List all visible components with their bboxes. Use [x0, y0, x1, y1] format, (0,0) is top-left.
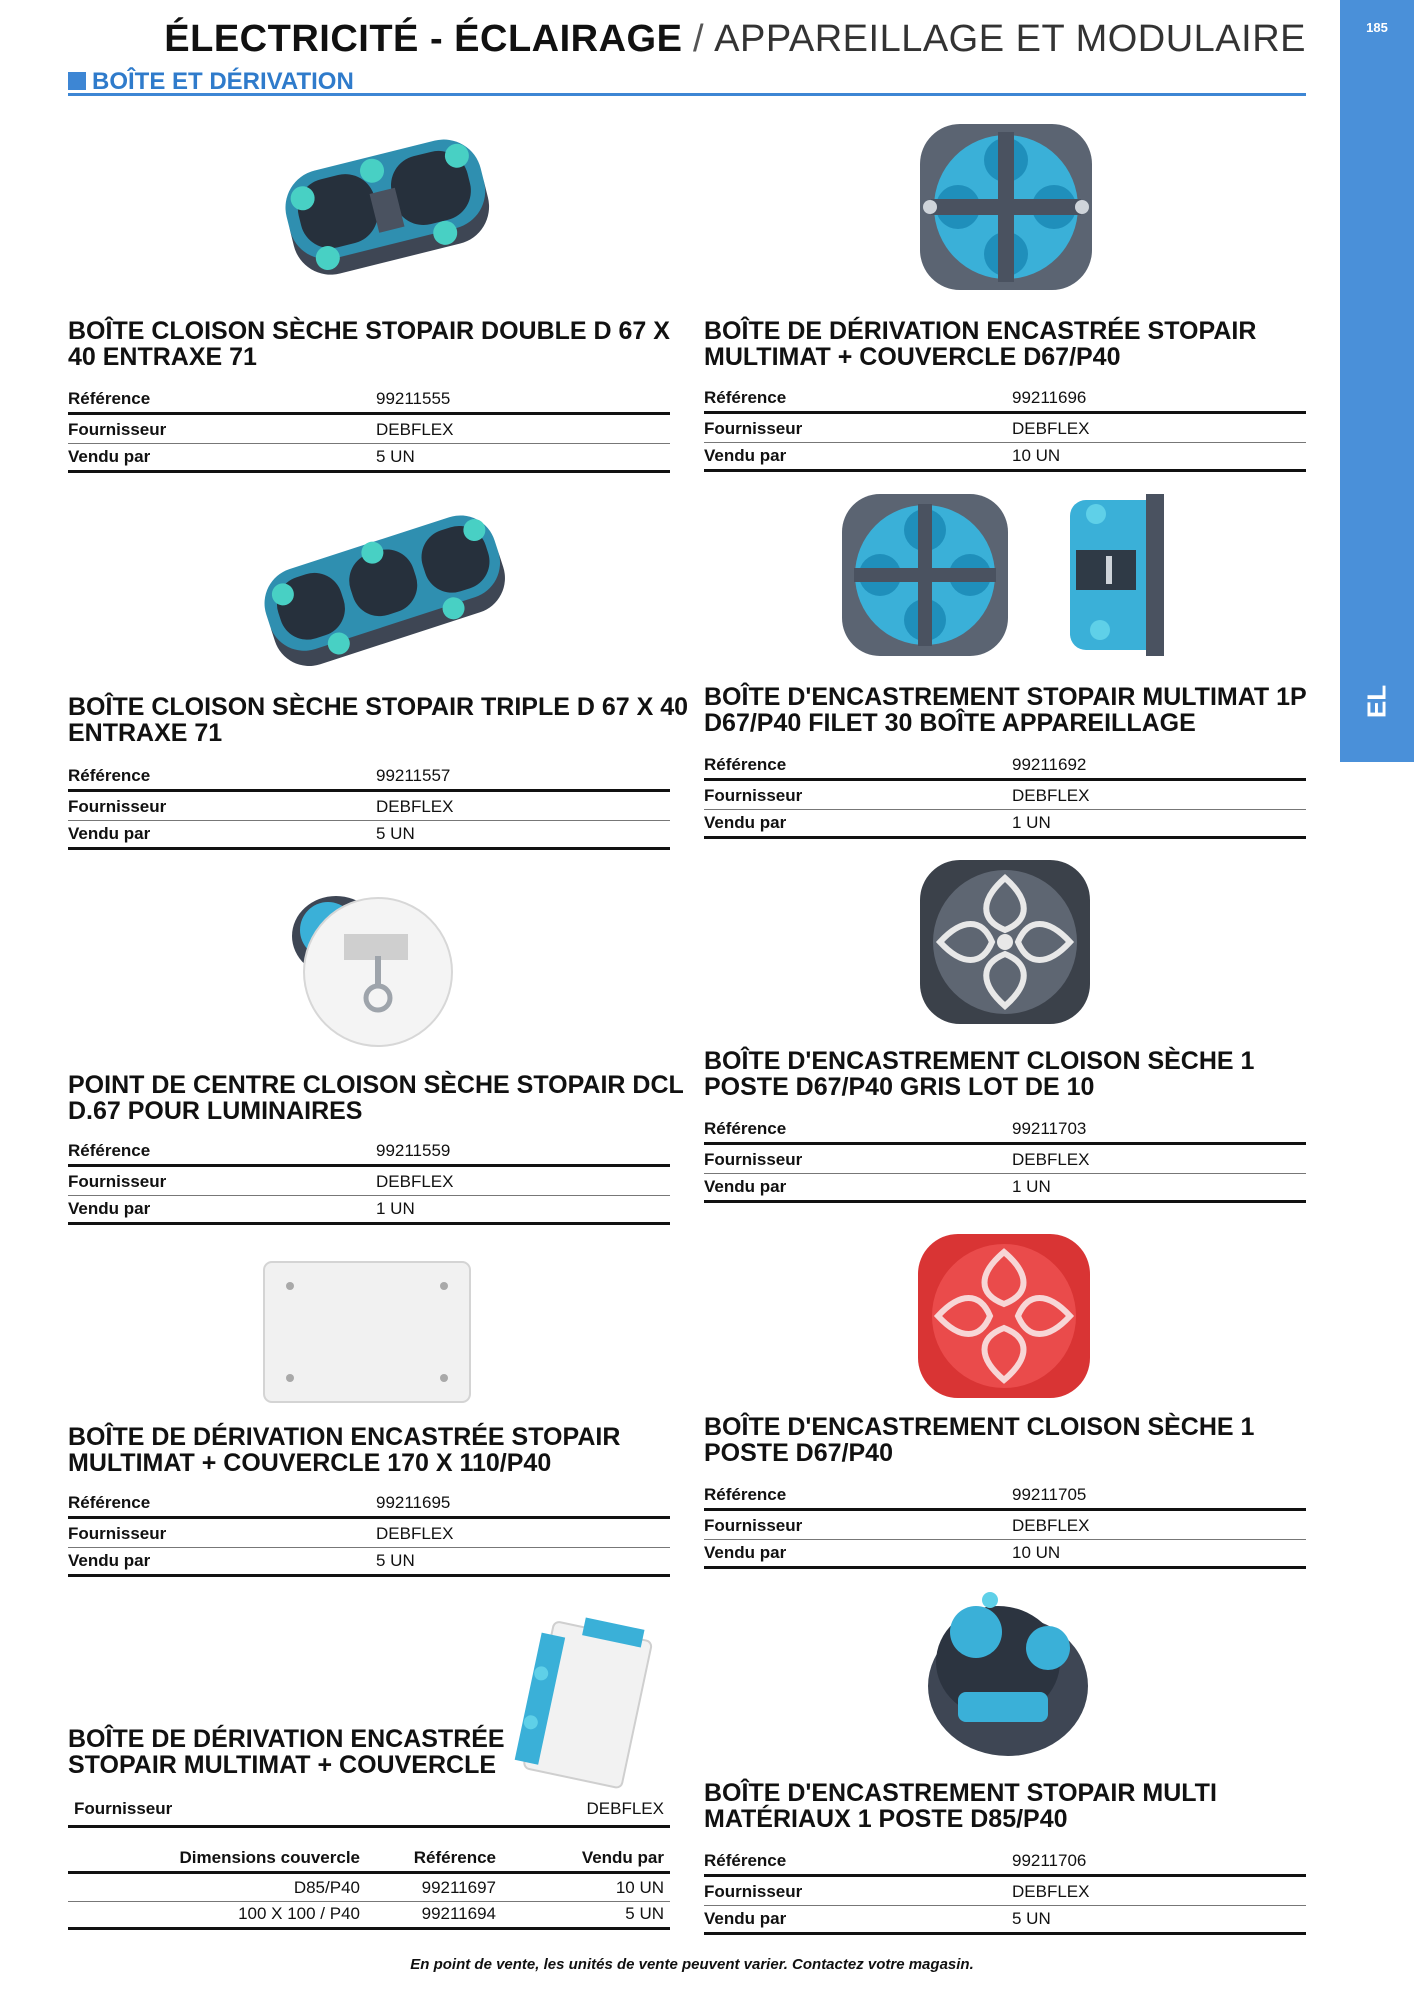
- multimat-box-image: [704, 492, 1304, 662]
- dimensions-cell: D85/P40: [293, 1878, 360, 1897]
- sold-by-label: Vendu par: [704, 1909, 787, 1928]
- sold-by-value: 5 UN: [376, 447, 415, 466]
- product-info-table: [704, 752, 1306, 839]
- reference-row: [704, 1482, 1306, 1511]
- reference-row: [704, 752, 1306, 781]
- sold-by-cell: 10 UN: [615, 1878, 664, 1897]
- double-box-image: [68, 122, 668, 300]
- footer-note: [0, 1956, 1414, 1973]
- supplier-value: DEBFLEX: [1012, 1882, 1090, 1901]
- dcl-point-image: [68, 884, 668, 1054]
- reference-label: Référence: [704, 388, 787, 407]
- dimensions-table: [68, 1844, 670, 1930]
- product-title: BOÎTE CLOISON SÈCHE STOPAIR DOUBLE D 67 X 40 ENTRAXE 71: [68, 317, 670, 371]
- supplier-label: Fournisseur: [704, 1516, 803, 1535]
- product-info-table: [68, 763, 670, 850]
- product-info-table: [68, 386, 670, 473]
- product-title: BOÎTE D'ENCASTREMENT CLOISON SÈCHE 1 POSTE D67/P40: [704, 1413, 1255, 1467]
- reference-cell: 99211694: [421, 1904, 496, 1923]
- reference-row: [704, 385, 1306, 414]
- reference-value: 99211703: [1012, 1119, 1087, 1138]
- reference-row: [704, 1848, 1306, 1877]
- sold-by-value: 10 UN: [1012, 1543, 1061, 1562]
- sold-by-cell: 5 UN: [625, 1904, 664, 1923]
- cover-plate-image: [68, 1260, 668, 1406]
- reference-value: 99211555: [376, 389, 451, 408]
- side-tab: [1340, 0, 1414, 762]
- sold-by-label: Vendu par: [704, 1543, 787, 1562]
- reference-label: Référence: [704, 1851, 787, 1870]
- reference-label: Référence: [704, 1485, 787, 1504]
- section-square-icon: [68, 72, 86, 90]
- sold-by-value: 5 UN: [1012, 1909, 1051, 1928]
- page-number: 185: [1366, 20, 1388, 35]
- supplier-label: Fournisseur: [68, 1524, 167, 1543]
- supplier-row: [704, 414, 1306, 443]
- sold-by-label: Vendu par: [68, 1199, 151, 1218]
- supplier-value: DEBFLEX: [1012, 1150, 1090, 1169]
- product-title: BOÎTE D'ENCASTREMENT STOPAIR MULTI MATÉRIAUX 1 POSTE D85/P40: [704, 1779, 1217, 1833]
- supplier-label: Fournisseur: [704, 786, 803, 805]
- sold-by-value: 1 UN: [1012, 813, 1051, 832]
- supplier-row: [68, 792, 670, 821]
- product-title: BOÎTE D'ENCASTREMENT CLOISON SÈCHE 1 POSTE D67/P40 GRIS LOT DE 10: [704, 1047, 1255, 1101]
- page-title: [0, 14, 1306, 64]
- sold-by-label: Vendu par: [68, 824, 151, 843]
- supplier-value: DEBFLEX: [1012, 419, 1090, 438]
- table-header: [68, 1844, 670, 1874]
- reference-label: Référence: [704, 755, 787, 774]
- section-header: [68, 70, 1306, 96]
- dimensions-cell: 100 X 100 / P40: [238, 1904, 360, 1923]
- sold-by-row: [68, 1548, 670, 1577]
- sold-by-row: [704, 443, 1306, 472]
- page-title-main: ÉLECTRICITÉ - ÉCLAIRAGE: [164, 18, 683, 60]
- reference-row: [68, 1490, 670, 1519]
- sold-by-value: 10 UN: [1012, 446, 1061, 465]
- product-info-table: [704, 1116, 1306, 1203]
- reference-label: Référence: [68, 1493, 151, 1512]
- product-info-table: [68, 1490, 670, 1577]
- reference-label: Référence: [68, 389, 151, 408]
- reference-value: 99211696: [1012, 388, 1087, 407]
- product-info-table: [704, 1848, 1306, 1935]
- sold-by-row: [704, 810, 1306, 839]
- product-info-table: [704, 1482, 1306, 1569]
- sold-by-row: [704, 1906, 1306, 1935]
- supplier-row: [68, 1794, 670, 1828]
- sold-by-label: Vendu par: [704, 813, 787, 832]
- product-title: POINT DE CENTRE CLOISON SÈCHE STOPAIR DCL D.67 POUR LUMINAIRES: [68, 1071, 684, 1125]
- product-title: BOÎTE DE DÉRIVATION ENCASTRÉE STOPAIR MULTIMAT + COUVERCLE 170 X 110/P40: [68, 1423, 621, 1477]
- supplier-row: [704, 1511, 1306, 1540]
- reference-label: Référence: [68, 1141, 151, 1160]
- supplier-row: [68, 415, 670, 444]
- sold-by-label: Vendu par: [704, 1177, 787, 1196]
- supplier-value: DEBFLEX: [1012, 1516, 1090, 1535]
- reference-label: Référence: [704, 1119, 787, 1138]
- sold-by-label: Vendu par: [68, 447, 151, 466]
- reference-value: 99211692: [1012, 755, 1087, 774]
- supplier-row: [704, 781, 1306, 810]
- supplier-label: Fournisseur: [704, 1150, 803, 1169]
- red-box-image: [704, 1234, 1304, 1402]
- supplier-value: DEBFLEX: [376, 797, 454, 816]
- reference-row: [68, 386, 670, 415]
- table-row: [68, 1874, 670, 1902]
- sold-by-row: [704, 1174, 1306, 1203]
- multi-material-box-image: [704, 1590, 1304, 1760]
- reference-value: 99211557: [376, 766, 451, 785]
- product-info-table: [704, 385, 1306, 472]
- sold-by-value: 5 UN: [376, 824, 415, 843]
- sold-by-row: [68, 821, 670, 850]
- supplier-row: [68, 1519, 670, 1548]
- reference-row: [704, 1116, 1306, 1145]
- reference-value: 99211705: [1012, 1485, 1087, 1504]
- page-title-separator: /: [682, 18, 715, 60]
- product-title: BOÎTE DE DÉRIVATION ENCASTRÉE STOPAIR MULTIMAT + COUVERCLE: [68, 1725, 505, 1779]
- page-title-sub: APPAREILLAGE ET MODULAIRE: [714, 18, 1306, 60]
- chapter-code: EL: [1361, 684, 1392, 719]
- supplier-row: [68, 1167, 670, 1196]
- supplier-value: DEBFLEX: [376, 1524, 454, 1543]
- sold-by-label: Vendu par: [704, 446, 787, 465]
- reference-value: 99211559: [376, 1141, 451, 1160]
- grey-box-image: [704, 858, 1304, 1026]
- sold-by-row: [704, 1540, 1306, 1569]
- reference-label: Référence: [68, 766, 151, 785]
- reference-cell: 99211697: [421, 1878, 496, 1897]
- column-header-reference: Référence: [413, 1848, 496, 1867]
- sold-by-label: Vendu par: [68, 1551, 151, 1570]
- supplier-label: Fournisseur: [74, 1799, 173, 1818]
- reference-row: [68, 1138, 670, 1167]
- supplier-label: Fournisseur: [68, 420, 167, 439]
- supplier-value: DEBFLEX: [586, 1799, 664, 1818]
- reference-value: 99211695: [376, 1493, 451, 1512]
- sold-by-value: 1 UN: [1012, 1177, 1051, 1196]
- sold-by-value: 1 UN: [376, 1199, 415, 1218]
- supplier-row: [704, 1877, 1306, 1906]
- table-row: [68, 1902, 670, 1930]
- product-info-table: [68, 1138, 670, 1225]
- supplier-value: DEBFLEX: [376, 1172, 454, 1191]
- supplier-label: Fournisseur: [704, 1882, 803, 1901]
- column-header-sold-by: Vendu par: [581, 1848, 664, 1867]
- product-title: BOÎTE D'ENCASTREMENT STOPAIR MULTIMAT 1P D67/P40 FILET 30 BOÎTE APPAREILLAGE: [704, 683, 1307, 737]
- supplier-label: Fournisseur: [704, 419, 803, 438]
- sold-by-value: 5 UN: [376, 1551, 415, 1570]
- sold-by-row: [68, 444, 670, 473]
- footer-note-text: En point de vente, les unités de vente peuvent varier. Contactez votre magasin.: [410, 1956, 974, 1973]
- reference-value: 99211706: [1012, 1851, 1087, 1870]
- triple-box-image: [68, 508, 668, 678]
- supplier-row: [704, 1145, 1306, 1174]
- product-title: BOÎTE CLOISON SÈCHE STOPAIR TRIPLE D 67 X 40 ENTRAXE 71: [68, 693, 689, 747]
- supplier-value: DEBFLEX: [1012, 786, 1090, 805]
- supplier-label: Fournisseur: [68, 1172, 167, 1191]
- sold-by-row: [68, 1196, 670, 1225]
- reference-row: [68, 763, 670, 792]
- product-title: BOÎTE DE DÉRIVATION ENCASTRÉE STOPAIR MULTIMAT + COUVERCLE D67/P40: [704, 317, 1257, 371]
- derivation-box-image: [704, 124, 1304, 292]
- section-title: BOÎTE ET DÉRIVATION: [92, 68, 354, 95]
- column-header-dimensions: Dimensions couvercle: [179, 1848, 360, 1867]
- supplier-label: Fournisseur: [68, 797, 167, 816]
- supplier-value: DEBFLEX: [376, 420, 454, 439]
